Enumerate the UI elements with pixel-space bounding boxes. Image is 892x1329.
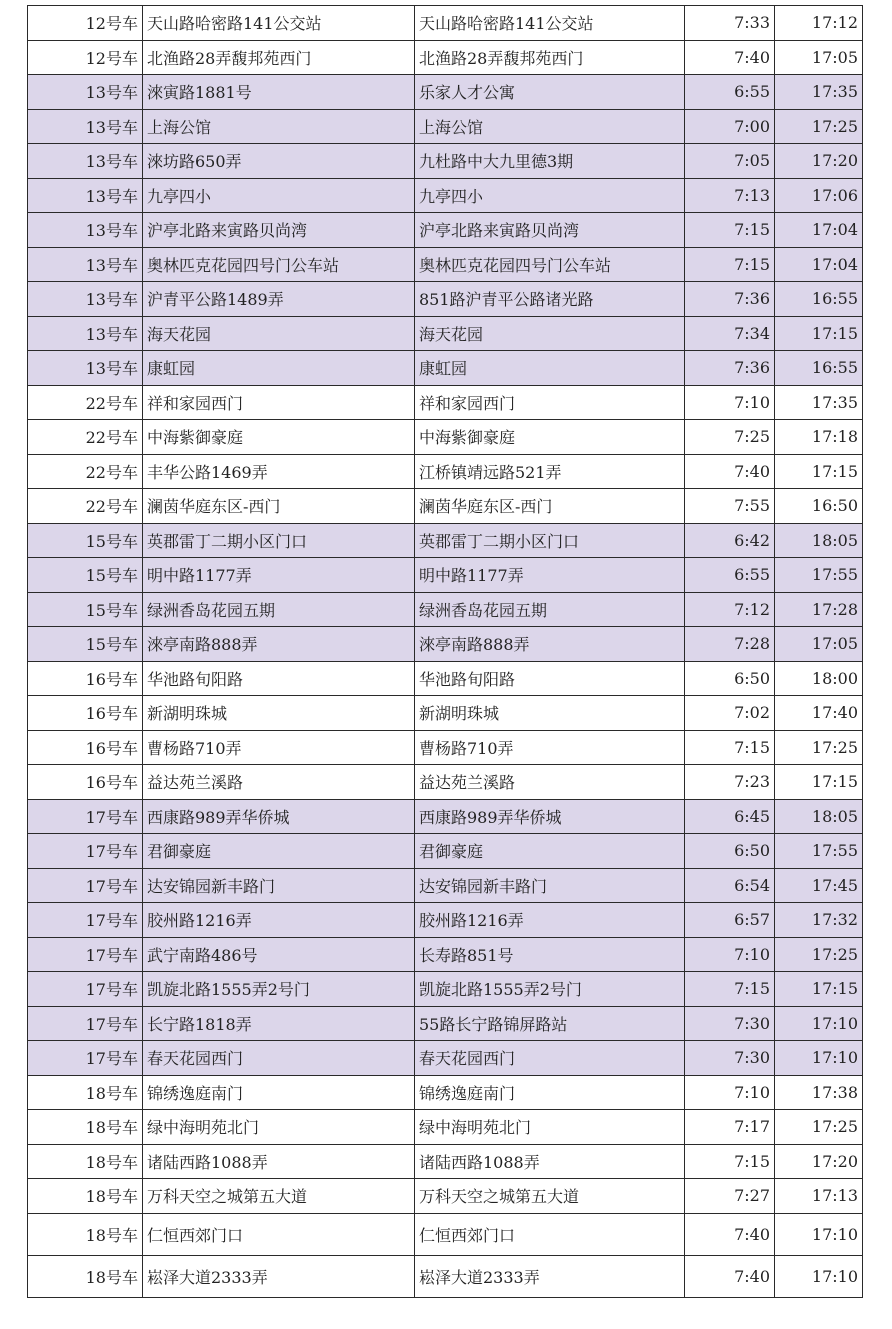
return-time-cell: 17:25 [775, 730, 863, 765]
morning-stop-cell: 淶亭南路888弄 [143, 627, 415, 662]
car-number-cell: 16号车 [28, 765, 143, 800]
evening-stop-cell: 九杜路中大九里德3期 [415, 144, 685, 179]
morning-stop-cell: 淶寅路1881号 [143, 75, 415, 110]
evening-stop-cell: 上海公馆 [415, 109, 685, 144]
evening-stop-cell: 万科天空之城第五大道 [415, 1179, 685, 1214]
car-number-cell: 13号车 [28, 75, 143, 110]
morning-stop-cell: 君御豪庭 [143, 834, 415, 869]
morning-stop-cell: 春天花园西门 [143, 1041, 415, 1076]
morning-stop-cell: 九亭四小 [143, 178, 415, 213]
return-time-cell: 18:05 [775, 799, 863, 834]
return-time-cell: 17:15 [775, 316, 863, 351]
evening-stop-cell: 达安锦园新丰路门 [415, 868, 685, 903]
evening-stop-cell: 海天花园 [415, 316, 685, 351]
car-number-cell: 17号车 [28, 937, 143, 972]
departure-time-cell: 6:57 [685, 903, 775, 938]
car-number-cell: 18号车 [28, 1144, 143, 1179]
departure-time-cell: 6:50 [685, 661, 775, 696]
car-number-cell: 13号车 [28, 178, 143, 213]
morning-stop-cell: 仁恒西郊门口 [143, 1213, 415, 1255]
evening-stop-cell: 诸陆西路1088弄 [415, 1144, 685, 1179]
car-number-cell: 17号车 [28, 799, 143, 834]
departure-time-cell: 7:15 [685, 730, 775, 765]
departure-time-cell: 7:40 [685, 40, 775, 75]
return-time-cell: 16:55 [775, 282, 863, 317]
return-time-cell: 17:32 [775, 903, 863, 938]
return-time-cell: 18:05 [775, 523, 863, 558]
departure-time-cell: 6:55 [685, 558, 775, 593]
table-row [28, 765, 863, 800]
morning-stop-cell: 胶州路1216弄 [143, 903, 415, 938]
car-number-cell: 16号车 [28, 696, 143, 731]
table-row [28, 247, 863, 282]
morning-stop-cell: 华池路旬阳路 [143, 661, 415, 696]
evening-stop-cell: 春天花园西门 [415, 1041, 685, 1076]
departure-time-cell: 7:02 [685, 696, 775, 731]
departure-time-cell: 7:36 [685, 282, 775, 317]
car-number-cell: 22号车 [28, 489, 143, 524]
car-number-cell: 22号车 [28, 420, 143, 455]
table-row [28, 489, 863, 524]
morning-stop-cell: 淶坊路650弄 [143, 144, 415, 179]
departure-time-cell: 7:15 [685, 972, 775, 1007]
departure-time-cell: 7:10 [685, 385, 775, 420]
car-number-cell: 13号车 [28, 351, 143, 386]
car-number-cell: 18号车 [28, 1255, 143, 1297]
evening-stop-cell: 祥和家园西门 [415, 385, 685, 420]
car-number-cell: 13号车 [28, 213, 143, 248]
car-number-cell: 18号车 [28, 1179, 143, 1214]
car-number-cell: 16号车 [28, 730, 143, 765]
return-time-cell: 17:15 [775, 972, 863, 1007]
evening-stop-cell: 绿中海明苑北门 [415, 1110, 685, 1145]
table-row [28, 144, 863, 179]
car-number-cell: 22号车 [28, 454, 143, 489]
morning-stop-cell: 西康路989弄华侨城 [143, 799, 415, 834]
evening-stop-cell: 仁恒西郊门口 [415, 1213, 685, 1255]
car-number-cell: 15号车 [28, 627, 143, 662]
morning-stop-cell: 明中路1177弄 [143, 558, 415, 593]
car-number-cell: 15号车 [28, 558, 143, 593]
evening-stop-cell: 851路沪青平公路诸光路 [415, 282, 685, 317]
return-time-cell: 17:04 [775, 247, 863, 282]
evening-stop-cell: 绿洲香岛花园五期 [415, 592, 685, 627]
departure-time-cell: 6:42 [685, 523, 775, 558]
return-time-cell: 16:55 [775, 351, 863, 386]
table-row [28, 454, 863, 489]
return-time-cell: 17:55 [775, 834, 863, 869]
departure-time-cell: 7:30 [685, 1041, 775, 1076]
departure-time-cell: 7:05 [685, 144, 775, 179]
return-time-cell: 17:06 [775, 178, 863, 213]
departure-time-cell: 7:27 [685, 1179, 775, 1214]
evening-stop-cell: 长寿路851号 [415, 937, 685, 972]
evening-stop-cell: 江桥镇靖远路521弄 [415, 454, 685, 489]
evening-stop-cell: 锦绣逸庭南门 [415, 1075, 685, 1110]
return-time-cell: 16:50 [775, 489, 863, 524]
car-number-cell: 18号车 [28, 1075, 143, 1110]
car-number-cell: 13号车 [28, 247, 143, 282]
car-number-cell: 17号车 [28, 868, 143, 903]
departure-time-cell: 7:15 [685, 247, 775, 282]
morning-stop-cell: 海天花园 [143, 316, 415, 351]
return-time-cell: 17:10 [775, 1213, 863, 1255]
table-row [28, 799, 863, 834]
return-time-cell: 17:28 [775, 592, 863, 627]
departure-time-cell: 7:17 [685, 1110, 775, 1145]
morning-stop-cell: 上海公馆 [143, 109, 415, 144]
evening-stop-cell: 澜茵华庭东区-西门 [415, 489, 685, 524]
morning-stop-cell: 绿洲香岛花园五期 [143, 592, 415, 627]
morning-stop-cell: 长宁路1818弄 [143, 1006, 415, 1041]
car-number-cell: 13号车 [28, 109, 143, 144]
morning-stop-cell: 曹杨路710弄 [143, 730, 415, 765]
return-time-cell: 17:40 [775, 696, 863, 731]
car-number-cell: 17号车 [28, 834, 143, 869]
table-row [28, 385, 863, 420]
evening-stop-cell: 明中路1177弄 [415, 558, 685, 593]
table-row [28, 316, 863, 351]
table-row [28, 1041, 863, 1076]
morning-stop-cell: 崧泽大道2333弄 [143, 1255, 415, 1297]
evening-stop-cell: 益达苑兰溪路 [415, 765, 685, 800]
departure-time-cell: 6:50 [685, 834, 775, 869]
departure-time-cell: 7:13 [685, 178, 775, 213]
departure-time-cell: 7:55 [685, 489, 775, 524]
car-number-cell: 15号车 [28, 592, 143, 627]
table-row [28, 420, 863, 455]
morning-stop-cell: 北渔路28弄馥邦苑西门 [143, 40, 415, 75]
table-row [28, 558, 863, 593]
table-row [28, 834, 863, 869]
table-row [28, 868, 863, 903]
departure-time-cell: 7:34 [685, 316, 775, 351]
evening-stop-cell: 凯旋北路1555弄2号门 [415, 972, 685, 1007]
return-time-cell: 17:35 [775, 75, 863, 110]
car-number-cell: 18号车 [28, 1213, 143, 1255]
table-row [28, 1075, 863, 1110]
table-row [28, 627, 863, 662]
departure-time-cell: 7:25 [685, 420, 775, 455]
car-number-cell: 13号车 [28, 282, 143, 317]
evening-stop-cell: 北渔路28弄馥邦苑西门 [415, 40, 685, 75]
table-row [28, 903, 863, 938]
morning-stop-cell: 凯旋北路1555弄2号门 [143, 972, 415, 1007]
morning-stop-cell: 益达苑兰溪路 [143, 765, 415, 800]
return-time-cell: 17:25 [775, 937, 863, 972]
departure-time-cell: 7:36 [685, 351, 775, 386]
morning-stop-cell: 新湖明珠城 [143, 696, 415, 731]
evening-stop-cell: 九亭四小 [415, 178, 685, 213]
table-row [28, 40, 863, 75]
evening-stop-cell: 西康路989弄华侨城 [415, 799, 685, 834]
return-time-cell: 17:35 [775, 385, 863, 420]
car-number-cell: 12号车 [28, 6, 143, 41]
evening-stop-cell: 曹杨路710弄 [415, 730, 685, 765]
table-row [28, 1144, 863, 1179]
table-row [28, 972, 863, 1007]
morning-stop-cell: 丰华公路1469弄 [143, 454, 415, 489]
table-row [28, 1255, 863, 1297]
departure-time-cell: 7:40 [685, 454, 775, 489]
table-row [28, 661, 863, 696]
table-row [28, 730, 863, 765]
return-time-cell: 17:15 [775, 454, 863, 489]
table-row [28, 1179, 863, 1214]
morning-stop-cell: 万科天空之城第五大道 [143, 1179, 415, 1214]
evening-stop-cell: 康虹园 [415, 351, 685, 386]
evening-stop-cell: 崧泽大道2333弄 [415, 1255, 685, 1297]
return-time-cell: 17:10 [775, 1255, 863, 1297]
evening-stop-cell: 天山路哈密路141公交站 [415, 6, 685, 41]
car-number-cell: 16号车 [28, 661, 143, 696]
departure-time-cell: 7:28 [685, 627, 775, 662]
departure-time-cell: 6:54 [685, 868, 775, 903]
morning-stop-cell: 中海紫御豪庭 [143, 420, 415, 455]
return-time-cell: 17:18 [775, 420, 863, 455]
return-time-cell: 17:25 [775, 1110, 863, 1145]
departure-time-cell: 6:55 [685, 75, 775, 110]
car-number-cell: 17号车 [28, 903, 143, 938]
return-time-cell: 17:38 [775, 1075, 863, 1110]
table-row [28, 1006, 863, 1041]
evening-stop-cell: 胶州路1216弄 [415, 903, 685, 938]
evening-stop-cell: 乐家人才公寓 [415, 75, 685, 110]
morning-stop-cell: 沪亭北路来寅路贝尚湾 [143, 213, 415, 248]
evening-stop-cell: 君御豪庭 [415, 834, 685, 869]
departure-time-cell: 7:15 [685, 213, 775, 248]
evening-stop-cell: 英郡雷丁二期小区门口 [415, 523, 685, 558]
car-number-cell: 12号车 [28, 40, 143, 75]
return-time-cell: 17:13 [775, 1179, 863, 1214]
bus-schedule-table [27, 5, 863, 1298]
return-time-cell: 17:55 [775, 558, 863, 593]
morning-stop-cell: 天山路哈密路141公交站 [143, 6, 415, 41]
return-time-cell: 17:10 [775, 1006, 863, 1041]
departure-time-cell: 7:10 [685, 1075, 775, 1110]
departure-time-cell: 7:33 [685, 6, 775, 41]
departure-time-cell: 7:40 [685, 1213, 775, 1255]
departure-time-cell: 7:30 [685, 1006, 775, 1041]
morning-stop-cell: 康虹园 [143, 351, 415, 386]
morning-stop-cell: 达安锦园新丰路门 [143, 868, 415, 903]
morning-stop-cell: 诸陆西路1088弄 [143, 1144, 415, 1179]
return-time-cell: 18:00 [775, 661, 863, 696]
return-time-cell: 17:15 [775, 765, 863, 800]
morning-stop-cell: 武宁南路486号 [143, 937, 415, 972]
table-row [28, 109, 863, 144]
return-time-cell: 17:04 [775, 213, 863, 248]
return-time-cell: 17:20 [775, 144, 863, 179]
table-row [28, 178, 863, 213]
schedule-rows [28, 6, 863, 1298]
return-time-cell: 17:10 [775, 1041, 863, 1076]
table-row [28, 1213, 863, 1255]
car-number-cell: 18号车 [28, 1110, 143, 1145]
morning-stop-cell: 绿中海明苑北门 [143, 1110, 415, 1145]
table-row [28, 592, 863, 627]
return-time-cell: 17:05 [775, 627, 863, 662]
table-row [28, 75, 863, 110]
table-row [28, 1110, 863, 1145]
morning-stop-cell: 奥林匹克花园四号门公车站 [143, 247, 415, 282]
morning-stop-cell: 沪青平公路1489弄 [143, 282, 415, 317]
table-row [28, 213, 863, 248]
car-number-cell: 22号车 [28, 385, 143, 420]
evening-stop-cell: 新湖明珠城 [415, 696, 685, 731]
table-row [28, 6, 863, 41]
morning-stop-cell: 澜茵华庭东区-西门 [143, 489, 415, 524]
table-row [28, 523, 863, 558]
departure-time-cell: 7:23 [685, 765, 775, 800]
morning-stop-cell: 祥和家园西门 [143, 385, 415, 420]
evening-stop-cell: 55路长宁路锦屏路站 [415, 1006, 685, 1041]
departure-time-cell: 7:10 [685, 937, 775, 972]
table-row [28, 937, 863, 972]
return-time-cell: 17:45 [775, 868, 863, 903]
car-number-cell: 17号车 [28, 1006, 143, 1041]
evening-stop-cell: 华池路旬阳路 [415, 661, 685, 696]
departure-time-cell: 6:45 [685, 799, 775, 834]
morning-stop-cell: 英郡雷丁二期小区门口 [143, 523, 415, 558]
return-time-cell: 17:25 [775, 109, 863, 144]
car-number-cell: 13号车 [28, 144, 143, 179]
car-number-cell: 13号车 [28, 316, 143, 351]
table-row [28, 282, 863, 317]
evening-stop-cell: 奥林匹克花园四号门公车站 [415, 247, 685, 282]
table-row [28, 696, 863, 731]
departure-time-cell: 7:15 [685, 1144, 775, 1179]
evening-stop-cell: 中海紫御豪庭 [415, 420, 685, 455]
table-row [28, 351, 863, 386]
departure-time-cell: 7:40 [685, 1255, 775, 1297]
return-time-cell: 17:20 [775, 1144, 863, 1179]
car-number-cell: 17号车 [28, 972, 143, 1007]
car-number-cell: 17号车 [28, 1041, 143, 1076]
car-number-cell: 15号车 [28, 523, 143, 558]
departure-time-cell: 7:00 [685, 109, 775, 144]
evening-stop-cell: 沪亭北路来寅路贝尚湾 [415, 213, 685, 248]
morning-stop-cell: 锦绣逸庭南门 [143, 1075, 415, 1110]
return-time-cell: 17:05 [775, 40, 863, 75]
evening-stop-cell: 淶亭南路888弄 [415, 627, 685, 662]
return-time-cell: 17:12 [775, 6, 863, 41]
departure-time-cell: 7:12 [685, 592, 775, 627]
